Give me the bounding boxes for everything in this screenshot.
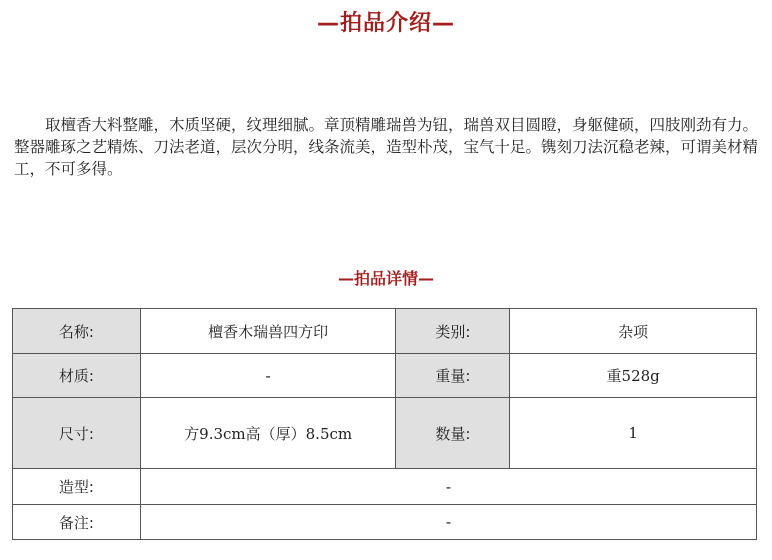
- quantity-label: 数量:: [396, 398, 510, 469]
- quantity-value: 1: [510, 398, 757, 469]
- remarks-label: 备注:: [13, 505, 141, 540]
- details-section-title: —拍品详情—: [337, 269, 434, 288]
- page-title: —拍品介绍—: [316, 11, 455, 36]
- details-table: [12, 308, 757, 540]
- remarks-value: -: [140, 505, 756, 540]
- item-description: 取檀香大料整雕，木质坚硬，纹理细腻。章顶精雕瑞兽为钮，瑞兽双目圆瞪，身躯健硕，四肢刚劲有力。整器雕琢之艺精炼、刀法老道，层次分明，线条流美，造型朴茂，宝气十足。镌刻刀法沉稳老辣，可谓美材精工，不可多得。: [14, 116, 759, 178]
- shape-value: -: [140, 469, 756, 505]
- material-label: 材质:: [13, 354, 141, 398]
- table-row: [13, 354, 757, 398]
- weight-value: 重528g: [510, 354, 757, 398]
- material-value: -: [140, 354, 396, 398]
- size-label: 尺寸:: [13, 398, 141, 469]
- name-label: 名称:: [13, 309, 141, 354]
- table-row: [13, 469, 757, 505]
- table-row: [13, 309, 757, 354]
- name-value: 檀香木瑞兽四方印: [140, 309, 396, 354]
- table-row: [13, 505, 757, 540]
- shape-label: 造型:: [13, 469, 141, 505]
- category-label: 类别:: [396, 309, 510, 354]
- category-value: 杂项: [510, 309, 757, 354]
- size-value: 方9.3cm高（厚）8.5cm: [140, 398, 396, 469]
- table-row: [13, 398, 757, 469]
- weight-label: 重量:: [396, 354, 510, 398]
